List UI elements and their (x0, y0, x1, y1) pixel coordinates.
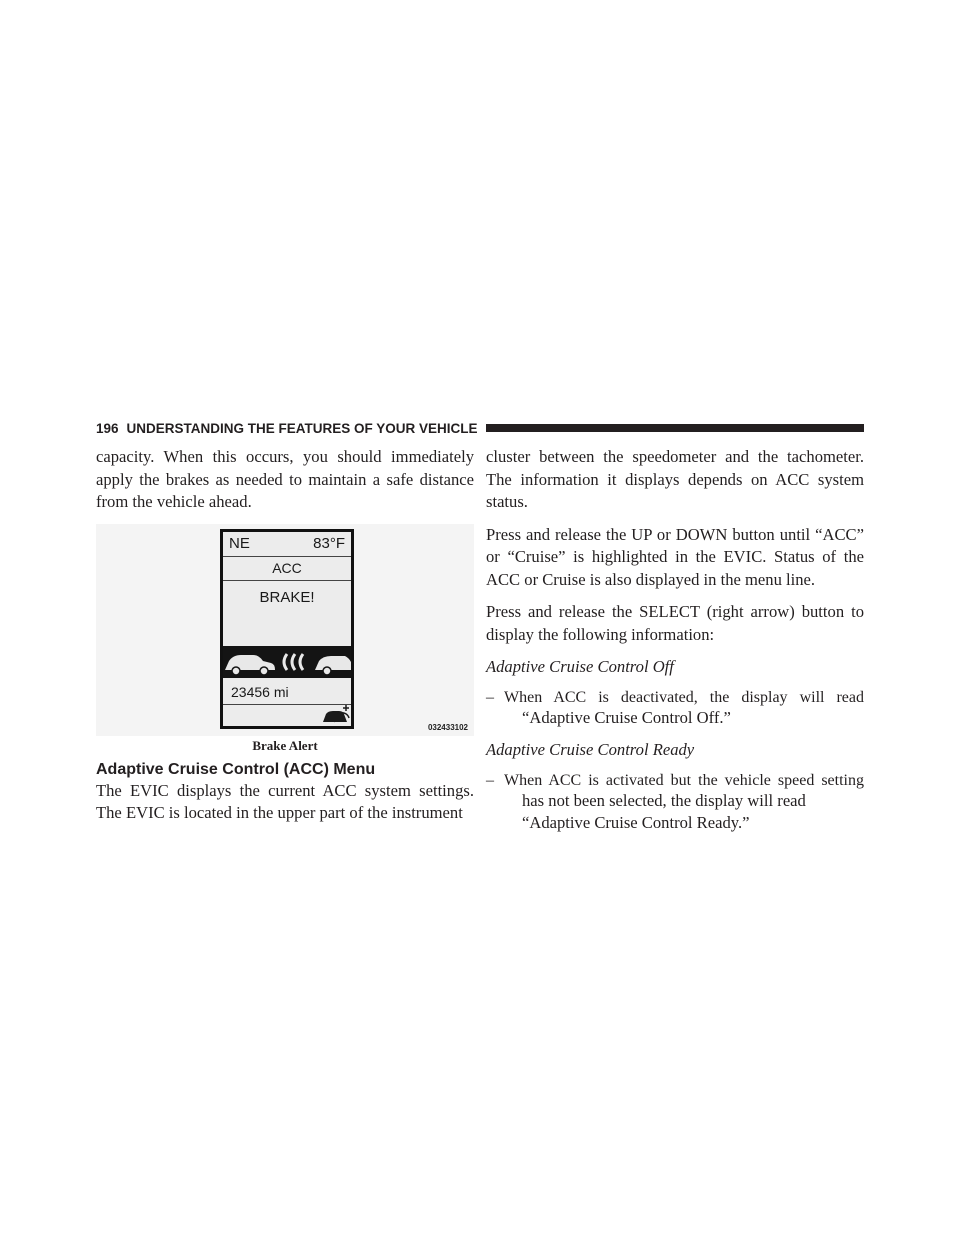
subheading-acc-ready: Adaptive Cruise Control Ready (486, 740, 695, 759)
car-waves-icon (223, 646, 351, 678)
header-rule (486, 424, 864, 432)
figure-caption: Brake Alert (252, 737, 318, 753)
list-item-continuation: “Adaptive Cruise Control Off.” (522, 707, 731, 727)
paragraph-select: Press and release the SELECT (right arrow) button to display the following information: (486, 602, 864, 644)
paragraph-cluster: cluster between the speedometer and the tachometer. The information it displays depends on ACC system status. (486, 447, 864, 511)
compass-direction: NE (229, 535, 250, 552)
subheading-acc-off: Adaptive Cruise Control Off (486, 657, 674, 676)
list-item (486, 689, 864, 707)
dash-marker: – (486, 771, 494, 789)
page-header (96, 418, 864, 438)
evic-status-row (223, 532, 351, 557)
section-heading: Adaptive Cruise Control (ACC) Menu (96, 760, 376, 778)
paragraph-up-down: Press and release the UP or DOWN button until “ACC” or “Cruise” is highlighted in the EVIC. Status of the ACC or Cruise is also displayed in the menu line. (486, 524, 864, 589)
brake-alert-figure (96, 524, 474, 736)
page-number: 196 (96, 420, 119, 436)
evic-menu-line: ACC (223, 557, 351, 581)
outside-temperature: 83°F (313, 535, 345, 552)
section-title: UNDERSTANDING THE FEATURES OF YOUR VEHICLE (126, 420, 478, 436)
list-item-continuation: has not been selected, the display will read “Adaptive Cruise Control Ready.” (522, 790, 806, 832)
paragraph-capacity: capacity. When this occurs, you should immediately apply the brakes as needed to maintain a safe distance from the vehicle ahead. (96, 447, 474, 511)
acc-warning-icon (223, 704, 351, 726)
list-item-text: When ACC is activated but the vehicle speed setting (504, 771, 864, 789)
list-item-text: When ACC is deactivated, the display will read (504, 688, 864, 706)
evic-icon-row (223, 704, 351, 726)
evic-brake-alert: BRAKE! (259, 588, 315, 606)
vehicle-ahead-graphic (223, 646, 351, 678)
dash-marker: – (486, 688, 494, 706)
paragraph-evic: The EVIC displays the current ACC system settings. The EVIC is located in the upper part of the instrument (96, 780, 474, 822)
left-column (96, 446, 474, 825)
figure-code: 032433102 (427, 722, 468, 732)
evic-display (220, 529, 354, 729)
header-text (96, 421, 486, 436)
list-item (486, 772, 864, 790)
right-column (486, 446, 864, 835)
odometer-reading: 23456 mi (223, 680, 351, 705)
